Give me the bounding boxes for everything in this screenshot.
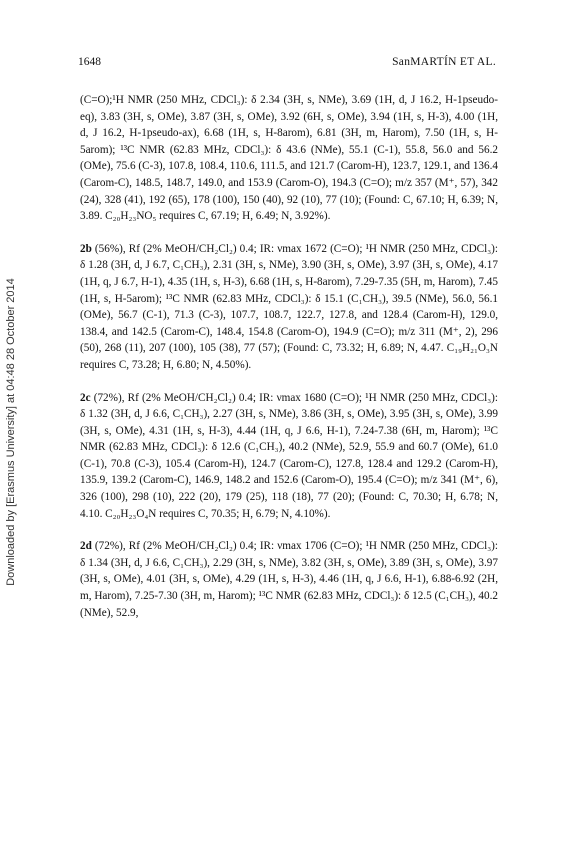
running-head: SanMARTÍN ET AL. (392, 56, 496, 68)
paragraph-compound-2b (80, 241, 498, 374)
compound-label: 2b (80, 242, 92, 255)
paragraph-text: (C=O);¹H NMR (250 MHz, CDCl₃): δ 2.34 (3H, s, NMe), 3.69 (1H, d, J 16.2, H-1pseudo-eq), 3.83 (3H, s, OMe), 3.87 (3H, s, OMe), 3.92 (6H, s, OMe), 3.94 (1H, s, H-3), 4.00 (1H, d, J 16.2, H-1pseudo-ax), 6.68 (1H, s, H-8arom), 6.81 (3H, m, Harom), 7.50 (1H, s, H-5arom); ¹³C NMR (62.83 MHz, CDCl₃): δ 43.6 (NMe), 55.1 (C-1), 55.8, 56.0 and 56.2 (OMe), 75.6 (C-3), 107.8, 108.4, 110.6, 111.5, and 121.7 (Carom-H), 123.7, 129.1, and 136.4 (Carom-C), 148.5, 148.7, 149.0, and 153.9 (Carom-O), 194.3 (C=O); m/z 357 (M⁺, 57), 342 (24), 328 (41), 192 (65), 178 (100), 150 (40), 92 (10), 77 (10); (Found: C, 67.10; H, 6.39; N, 3.89. C₂₀H₂₃NO₅ requires C, 67.19; H, 6.49; N, 3.92%). (80, 94, 498, 223)
paragraph-2a-continued (80, 92, 498, 225)
download-note-text: Downloaded by [Erasmus University] at 04:48 28 October 2014 (5, 278, 17, 586)
paragraph-text: (72%), Rf (2% MeOH/CH₂Cl₂) 0.4; IR: νmax 1706 (C=O); ¹H NMR (250 MHz, CDCl₃): δ 1.34 (3H, d, J 6.6, C₁CH₃), 2.29 (3H, s, NMe), 3.82 (3H, s, OMe), 3.89 (3H, s, OMe), 3.97 (3H, s, OMe), 4.01 (3H, s, OMe), 4.29 (1H, s, H-3), 4.46 (1H, q, J 6.6, H-1), 6.88-6.92 (2H, m, Harom), 7.25-7.30 (3H, m, Harom); ¹³C NMR (62.83 MHz, CDCl₃): δ 12.5 (C₁CH₃), 40.2 (NMe), 52.9, (80, 540, 498, 619)
paragraph-compound-2c (80, 390, 498, 523)
compound-label: 2c (80, 391, 91, 404)
page-number: 1648 (78, 56, 101, 68)
paragraph-text: (56%), Rf (2% MeOH/CH₂Cl₂) 0.4; IR: νmax 1672 (C=O); ¹H NMR (250 MHz, CDCl₃): δ 1.28 (3H, d, J 6.7, C₁CH₃), 2.31 (3H, s, NMe), 3.90 (3H, s, OMe), 3.97 (3H, s, OMe), 4.17 (1H, q, J 6.7, H-1), 4.35 (1H, s, H-3), 6.68 (1H, s, H-8arom), 7.29-7.35 (5H, m, Harom), 7.45 (1H, s, H-5arom); ¹³C NMR (62.83 MHz, CDCl₃): δ 15.1 (C₁CH₃), 39.5 (NMe), 56.0, 56.1 (OMe), 56.7 (C-1), 71.3 (C-3), 107.7, 108.7, 122.7, 127.8, and 128.4 (Carom-H), 129.0, 138.4, and 142.5 (Carom-C), 148.4, 154.8 (Carom-O), 194.9 (C=O); m/z 311 (M⁺, 2), 296 (50), 268 (11), 207 (100), 105 (38), 77 (57); (Found: C, 73.32; H, 6.89; N, 4.47. C₁₉H₂₁O₃N requires C, 73.28; H, 6.80; N, 4.50%). (80, 242, 498, 371)
paragraph-text: (72%), Rf (2% MeOH/CH₂Cl₂) 0.4; IR: νmax 1680 (C=O); ¹H NMR (250 MHz, CDCl₃): δ 1.32 (3H, d, J 6.6, C₁CH₃), 2.27 (3H, s, NMe), 3.86 (3H, s, OMe), 3.95 (3H, s, OMe), 3.99 (3H, s, OMe), 4.31 (1H, s, H-3), 4.44 (1H, q, J 6.6, H-1), 7.24-7.38 (6H, m, Harom); ¹³C NMR (62.83 MHz, CDCl₃): δ 12.6 (C₁CH₃), 40.2 (NMe), 52.9, 55.9 and 60.7 (OMe), 61.0 (C-1), 70.8 (C-3), 105.4 (Carom-H), 124.7 (Carom-C), 127.8, 128.4 and 129.2 (Carom-H), 135.9, 139.2 (Carom-C), 146.9, 148.2 and 152.6 (Carom-O), 195.4 (C=O); m/z 341 (M⁺, 6), 326 (100), 298 (10), 222 (20), 179 (25), 118 (18), 77 (20); (Found: C, 70.30; H, 6.78; N, 4.10. C₂₀H₂₃O₄N requires C, 70.35; H, 6.79; N, 4.10%). (80, 391, 498, 520)
compound-label: 2d (80, 540, 92, 553)
article-body (80, 92, 498, 621)
paragraph-compound-2d (80, 538, 498, 621)
download-watermark (0, 0, 24, 864)
